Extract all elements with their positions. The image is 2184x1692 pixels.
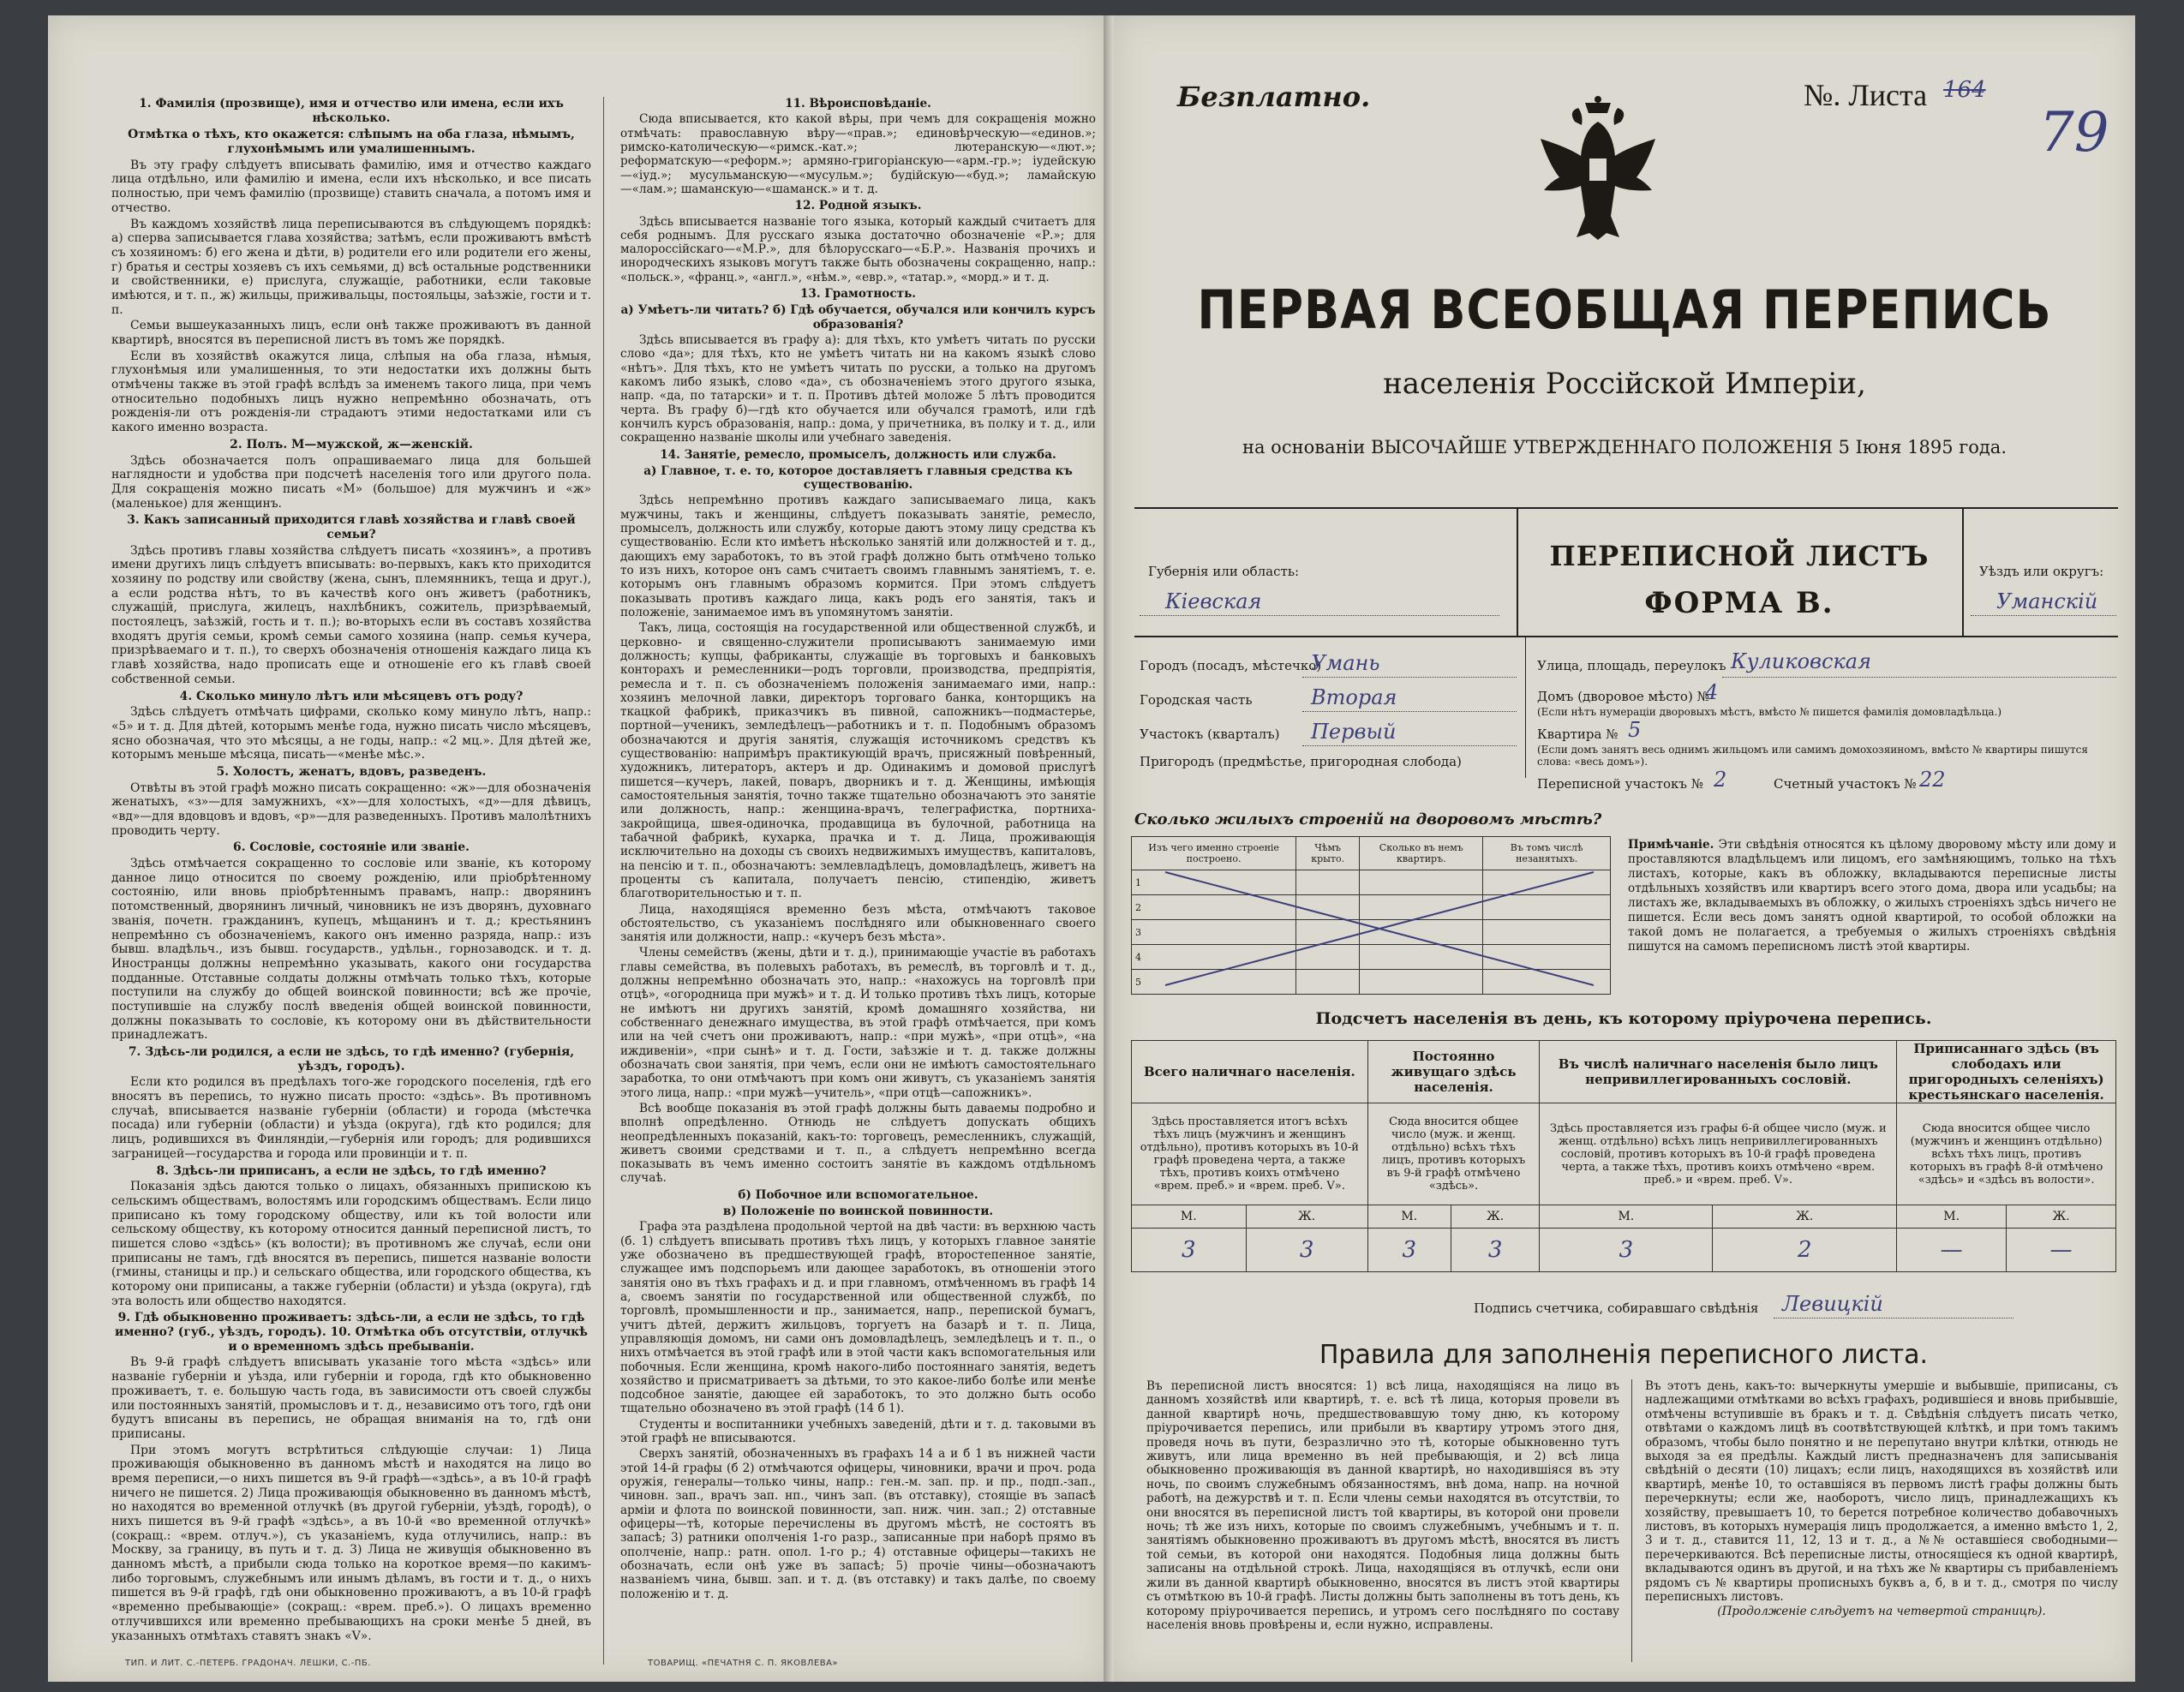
flat-value: 5: [1628, 718, 1642, 742]
instructions-column-a: [111, 94, 591, 1645]
instruction-paragraph: Всѣ вообще показанія въ этой графѣ должны быть даваемы подробно и вполнѣ опредѣленно. Отнюдь не слѣдуетъ допускать общихъ неопредѣленныхъ показаній, какъ-то: торговецъ, ремесленникъ, служащій, живетъ своими средствами и т. п., а слѣдуетъ непремѣнно всегда показывать въ чемъ именно состоитъ занятіе въ каждомъ отдѣльномъ случаѣ.: [620, 1101, 1096, 1186]
instructions-column-b: [620, 94, 1096, 1603]
section-heading: 5. Холостъ, женатъ, вдовъ, разведенъ.: [216, 764, 487, 779]
section-line: [1302, 745, 1517, 746]
section-heading: 1. Фамилія (прозвище), имя и отчество или имена, если ихъ нѣсколько.: [139, 97, 564, 125]
house-value: 4: [1705, 680, 1719, 704]
left-page: [48, 15, 1107, 1682]
instruction-paragraph: Показанія здѣсь даются только о лицахъ, обязанныхъ припискою къ сельскимъ обществамъ, волостямъ или городскимъ обществамъ. Если лицо приписано къ тому городскому обществу, или къ той волости или сельскому обществу, къ которому относится данный переписной листъ, то пишется слово «здѣсь» (къ волости); въ противномъ же случаѣ, если они приписаны не тамъ, гдѣ вносятся въ перепись, пишется названіе волости (гмины, станицы и пр.) и сельскаго общества, или городского общества, къ которому они приписаны, а также губерніи (области) и уѣзда (округа), гдѣ эта волость или общество находятся.: [111, 1180, 591, 1308]
section-heading: 2. Полъ. М—мужской, ж—женскій.: [230, 437, 473, 451]
signature-label: Подпись счетчика, собиравшаго свѣдѣнія: [1474, 1300, 1759, 1316]
sex-label: Ж.: [1451, 1205, 1539, 1229]
city-label: Городъ (посадъ, мѣстечко): [1140, 658, 1322, 673]
dwellings-header-flats: Сколько въ немъ квартиръ.: [1360, 837, 1483, 870]
row-number: 5: [1132, 970, 1296, 995]
sex-label: М.: [1367, 1205, 1451, 1229]
dwellings-header-roof: Чѣмъ крыто.: [1296, 837, 1360, 870]
population-table: [1131, 1040, 2116, 1272]
instruction-paragraph: Студенты и воспитанники учебныхъ заведеній, дѣти и т. д. таковыми въ этой графѣ не вписываются.: [620, 1417, 1096, 1446]
city-part-value: Вторая: [1311, 685, 1397, 709]
instruction-paragraph: Сюда вписывается, кто какой вѣры, при чемъ для сокращенія можно отмѣчать: православную вѣру—«прав.»; единовѣрческую—«единов.»; римско-католическую—«римск.-кат.»; лютеранскую—«лют.»; реформатскую—«реформ.»; армяно-григоріанскую—«арм.-гр.»; іудейскую—«іуд.»; мусульманскую—«мусульм.»; будійскую—«буд.»; ламайскую—«лам.»; шаманскую—«шаманск.» и т. д.: [620, 112, 1096, 196]
section-heading: 6. Сословіе, состояніе или званіе.: [233, 840, 470, 855]
street-value: Куликовская: [1731, 649, 1871, 673]
form-letter: ФОРМА В.: [1644, 586, 1834, 620]
section-heading: а) Главное, т. е. то, которое доставляетъ главныя средства къ существованію.: [643, 463, 1073, 493]
instruction-paragraph: Графа эта раздѣлена продольной чертой на двѣ части: въ верхнюю часть (б. 1) слѣдуетъ вписывать противъ тѣхъ лицъ, у которыхъ главное занятіе уже обозначено въ предшествующей графѣ, второстепенное занятіе, служащее имъ подспорьемъ или дающее заработокъ, въ отношеніи этого занятія оно въ тѣхъ графахъ и д. и при главномъ, отмѣченномъ въ графѣ 14 а, своемъ занятіи по государственной или общественной службѣ, по торговлѣ, промышленности и пр., занимается, напр., перепиской бумагъ, учитъ дѣтей, держитъ жильцовъ, торгуетъ на базарѣ и т. п. Лица, управляющія домомъ, ни сами онъ домовладѣлецъ, земледѣлецъ и т. п., о нихъ отмѣчается въ этой графѣ или в этой части какъ вспомогательныя или побочныя. Если женщина, кромѣ накого-либо постояннаго занятія, ведетъ хозяйство и присматриваетъ за дѣтьми, то это какое-либо болѣе или менѣе подсобное занятіе, дающее ей заработокъ, то это должно быть особо тщательно обозначено въ этой графѣ (14 б 1).: [620, 1220, 1096, 1416]
pop-desc-present: Здѣсь проставляется итогъ всѣхъ тѣхъ лицъ (мужчинъ и женщинъ отдѣльно), противъ которыхъ въ 10-й графѣ проведена черта, а также тѣхъ, противъ коихъ отмѣчено «врем. преб.» и «врем. преб. V».: [1132, 1103, 1368, 1205]
address-divider: [1525, 636, 1526, 778]
header-rule: [1134, 507, 2118, 509]
imperial-eagle-emblem: [1534, 96, 1662, 242]
row-number: 1: [1132, 870, 1296, 895]
section-heading: 3. Какъ записанный приходится главѣ хозяйства и главѣ своей семьи?: [127, 513, 576, 541]
signature-value: Левицкій: [1782, 1292, 1883, 1316]
instruction-paragraph: Въ эту графу слѣдуетъ вписывать фамилію, имя и отчество каждаго лица отдѣльно, или фамилію и имена, если ихъ нѣсколько, и все писать полностью, при чемъ фамилію (прозвище) ставить сначала, а потомъ имя и отчество.: [111, 158, 591, 215]
column-divider: [603, 97, 604, 1665]
sex-label: М.: [1897, 1205, 2007, 1229]
form-name: ПЕРЕПИСНОЙ ЛИСТЪ: [1549, 540, 1930, 572]
street-line: [1722, 677, 2116, 678]
pop-header-non-privileged: Въ числѣ наличнаго населенія было лицъ непривиллегированныхъ сословій.: [1540, 1041, 1897, 1103]
dwellings-note: [1628, 838, 2116, 954]
province-value: Кіевская: [1165, 589, 1262, 613]
right-page: [1114, 15, 2135, 1682]
rules-right-text: Въ этотъ день, какъ-то: вычеркнуты умершіе и выбывшіе, приписаны, съ надлежащими отмѣтками во всѣхъ графахъ, родившіеся и вновь прибывшіе, отмѣчены вступившіе въ бракъ и т. д. Свѣдѣнія слѣдуетъ писать четко, отвѣтами о каждомъ лицѣ въ соотвѣтствующей клѣткѣ, и при томъ такимъ образомъ, чтобы было понятно и не перепутано внутри клѣтки, отнюдь не выходя за ея предѣлы. Каждый листъ предназначенъ для записыванія свѣдѣній о десяти (10) лицахъ; если лицъ, находящихся въ хозяйствѣ или квартирѣ, менѣе 10, то оставшіяся въ первомъ листѣ графы должны быть перечеркнуты; если же, наоборотъ, число лицъ, принадлежащихъ къ хозяйству, превышаетъ 10, то берется потребное количество добавочныхъ листовъ, въ которыхъ нумерація лицъ продолжается, а именно вмѣсто 1, 2, 3 и т. д., ставится 11, 12, 13 и т. д., а №№ оставшіеся свободными—перечеркиваются. Всѣ переписные листы, относящіеся къ одной квартирѣ, вкладываются одинъ въ другой, и на тѣхъ же № квартиры съ прибавленіемъ рядомъ съ № квартиры прописныхъ буквъ а, б, в и т. д., смотря по числу переписныхъ листовъ.: [1645, 1379, 2118, 1605]
dwellings-header-vacant: Въ томъ числѣ незанятыхъ.: [1483, 837, 1611, 870]
sex-label: М.: [1132, 1205, 1247, 1229]
section-heading: 4. Сколько минуло лѣтъ или мѣсяцевъ отъ роду?: [179, 689, 524, 703]
instruction-paragraph: Сверхъ занятій, обозначенныхъ въ графахъ 14 а и б 1 въ нижней части этой 14-й графы (б 2) отмѣчаются офицеры, чиновники, врачи и проч. рода оружія, генералы—только чины, напр.: ген.-м. зап. пр. и пр., подп.-зап., чиновн. зап., врачъ зап. нп., чинъ зап. (въ отставку), стоящіе въ запасѣ арміи и флота по воинской повинности, зап. ниж. чин. зап.; 2) отставные офицеры—тѣ, которые перечислены въ другомъ мѣстѣ, не состоятъ въ запасѣ; 3) ратники ополченія 1-го разр., записанные при наборѣ прямо въ ополченіе, напр.: ратн. опол. 1-го р.; 4) отставные офицеры—такихъ не обозначать, если онѣ уже въ запасѣ; 5) прочіе чины—обозначаютъ названіемъ чина, бывш. зап. и т. д. (въ отставку) и такъ далѣе, по своему положенію и т. д.: [620, 1447, 1096, 1601]
pop-value: 3: [1451, 1229, 1539, 1272]
count-area-value: 22: [1919, 768, 1946, 792]
city-value: Умань: [1311, 651, 1380, 675]
sex-label: Ж.: [1246, 1205, 1367, 1229]
pop-header-present: Всего наличнаго населенія.: [1132, 1041, 1368, 1103]
dwellings-header-material: Изъ чего именно строеніе построено.: [1132, 837, 1296, 870]
instruction-paragraph: Здѣсь непремѣнно противъ каждаго записываемаго лица, какъ мужчины, такъ и женщины, слѣдуетъ показывать занятіе, ремесло, промыселъ, должность или службу, которые даютъ этому лицу средства къ существованію. Если кто имѣетъ нѣсколько занятій или должностей и т. д., дающихъ ему заработокъ, то въ этой графѣ должно быть отмѣчено только то изъ нихъ, которое онъ самъ считаетъ своимъ главнымъ занятіемъ, т. е. которымъ онъ главнымъ образомъ кормится. При этомъ слѣдуетъ показывать противъ каждаго лица, какъ родъ его занятія, такъ и положеніе, занимаемое имъ въ упомянутомъ занятіи.: [620, 493, 1096, 619]
instruction-paragraph: Если въ хозяйствѣ окажутся лица, слѣпыя на оба глаза, нѣмыя, глухонѣмыя или умалишенныя, то эти недостатки ихъ должны быть отмѣчены также въ этой графѣ вслѣдъ за именемъ такого лица, при чемъ относительно подобныхъ лицъ нужно непремѣнно обозначать, отъ рожденія-ли отъ рожденія-ли страдаютъ этими недостатками или съ какого именно возраста.: [111, 349, 591, 435]
city-part-label: Городская часть: [1140, 692, 1253, 708]
section-heading: а) Умѣетъ-ли читать? б) Гдѣ обучается, обучался или кончилъ курсъ образованія?: [620, 303, 1096, 332]
sheet-number-crossed: 164: [1943, 77, 1986, 103]
pop-value: 2: [1713, 1229, 1897, 1272]
census-subtitle: населенія Россійской Имперіи,: [1383, 367, 1866, 401]
sex-label: Ж.: [1713, 1205, 1897, 1229]
rules-title: Правила для заполненія переписного листа.: [1319, 1340, 1929, 1370]
section-heading: 14. Занятіе, ремесло, промыселъ, должность или служба.: [660, 447, 1056, 462]
instruction-paragraph: Лица, находящіяся временно безъ мѣста, отмѣчаютъ таковое обстоятельство, съ указаніемъ послѣдняго или обыкновеннаго своего занятія или должности, напр.: «кучеръ безъ мѣста».: [620, 902, 1096, 945]
dwellings-note-head: Примѣчаніе.: [1628, 838, 1714, 852]
pop-header-resident: Постоянно живущаго здѣсь населенія.: [1367, 1041, 1540, 1103]
rules-continued-note: (Продолженіе слѣдуетъ на четвертой страницѣ).: [1717, 1604, 2046, 1618]
pop-value: —: [1897, 1229, 2007, 1272]
section-value: Первый: [1311, 720, 1397, 744]
section-heading: Отмѣтка о тѣхъ, кто окажется: слѣпымъ на оба глаза, нѣмымъ, глухонѣмымъ или умалишеннымъ.: [128, 128, 575, 157]
pop-value: 3: [1540, 1229, 1713, 1272]
instruction-paragraph: Если кто родился въ предѣлахъ того-же городского поселенія, гдѣ его вносятъ въ перепись, то нужно писать просто: «здѣсь». Въ противномъ случаѣ, вписывается названіе губерніи (области) и города (мѣстечка посада) или губерніи (области) и уѣзда (округа), гдѣ кто родился; для лицъ, родившихся въ Финляндіи,—губернія или городъ; для родившихся заграницей—государства и города или провинціи и т. п.: [111, 1075, 591, 1161]
form-box-right-rule: [1962, 507, 1964, 636]
pop-desc-non-privileged: Здѣсь проставляется изъ графы 6-й общее число (муж. и женщ. отдѣльно) всѣхъ лицъ непривиллегированныхъ сословій, противъ которыхъ въ 10-й графѣ проведена черта, а также тѣхъ, противъ коихъ отмѣчено «врем. преб.» и «врем. преб. V».: [1540, 1103, 1897, 1205]
dwellings-question: Сколько жилыхъ строеній на дворовомъ мѣстѣ?: [1134, 810, 1602, 828]
dwellings-crossed-out: [1131, 869, 1611, 989]
district-line: [1971, 615, 2116, 616]
flat-note: (Если домъ занятъ весь однимъ жильцомъ или самимъ домохозяиномъ, вмѣсто № квартиры пишутся слова: «весь домъ»).: [1537, 744, 2088, 768]
pop-header-peasants: Приписаннаго здѣсь (въ слободахъ или пригородныхъ селеніяхъ) крестьянскаго населенія.: [1897, 1041, 2116, 1103]
sex-label: Ж.: [2007, 1205, 2116, 1229]
province-line: [1140, 615, 1499, 616]
census-area-value: 2: [1714, 768, 1727, 792]
pop-value: 3: [1132, 1229, 1247, 1272]
legal-basis-line: на основаніи ВЫСОЧАЙШЕ УТВЕРЖДЕННАГО ПОЛОЖЕНІЯ 5 Іюня 1895 года.: [1242, 437, 2007, 457]
instruction-paragraph: Такъ, лица, состоящія на государственной или общественной службѣ, и церковно- и священно-служители прописываютъ занимаемую ими должность; купцы, фабриканты, служащіе въ торговыхъ и банковыхъ конторахъ и ремесленники—родъ торговли, производства, предпріятія, ремесла и т. п. съ обозначеніемъ положенія занимаемаго ими, напр.: хозяинъ мелочной лавки, директоръ торговаго банка, конторщикъ на ткацкой фабрикѣ, приказчикъ въ пивной, сапожникъ—подмастерье, портной—ученикъ, земледѣлецъ—работникъ и т. п. Подобнымъ образомъ обозначаются и другія занятія, служащія источникомъ средствъ къ существованію: напримѣръ практикующій врачъ, присяжный повѣренный, художникъ, литераторъ, актеръ и др. Одинакимъ и домовой прислугѣ пишется—кучеръ, лакей, поваръ, дворникъ и т. д. Женщины, имѣющія самостоятельныя занятія, точно также тщательно обозначаютъ это занятіе или должность, напр.: женщина-врачъ, телеграфистка, портниха-закройщица, швея-одиночка, продавщица въ булочной, работница на табачной фабрикѣ, кухарка, прачка и т. д. Лица, проживающія исключительно на доходы съ своихъ недвижимыхъ имуществъ, капиталовъ, на пенсію и т. п., обозначаютъ: землевладѣлецъ, домовладѣлецъ, живетъ на проценты съ капитала, получаетъ пенсію, стипендію, живетъ благотворительностью и т. п.: [620, 621, 1096, 901]
instruction-paragraph: Отвѣты въ этой графѣ можно писать сокращенно: «ж»—для обозначенія женатыхъ, «з»—для замужнихъ, «х»—для холостыхъ, «д»—для дѣвицъ, «вд»—для вдовцовъ и вдовъ, «р»—для разведенныхъ. Противъ малолѣтнихъ проводить черту.: [111, 780, 591, 838]
section-label: Участокъ (кварталъ): [1140, 726, 1280, 742]
row-number: 2: [1132, 895, 1296, 920]
street-label: Улица, площадь, переулокъ: [1537, 658, 1726, 673]
section-heading: 13. Грамотность.: [799, 287, 917, 302]
address-rule: [1134, 636, 2118, 637]
row-number: 3: [1132, 920, 1296, 945]
sheet-number-handwritten: 79: [2039, 101, 2109, 164]
census-area-label: Переписной участокъ №: [1537, 776, 1703, 792]
free-label: Безплатно.: [1177, 81, 1371, 113]
census-title: ПЕРВАЯ ВСЕОБЩАЯ ПЕРЕПИСЬ: [1197, 278, 2052, 341]
instruction-paragraph: При этомъ могутъ встрѣтиться слѣдующіе случаи: 1) Лица проживающія обыкновенно въ данномъ мѣстѣ и находятся на лицо во время переписи,—о нихъ пишется въ 9-й графѣ—«здѣсь», а въ 10-й графѣ ничего не пишется. 2) Лица проживающія обыкновенно въ данномъ мѣстѣ, но находятся во временной отлучкѣ (въ другой губерніи, уѣздѣ, городѣ), о нихъ пишется въ 9-й графѣ «здѣсь», а въ 10-й «во временной отлучкѣ» (сокращ.: «врем. отлуч.»), съ указаніемъ, куда отлучились, напр.: въ Москву, за границу, въ путь и т. д. 3) Лица не живущія обыкновенно въ данномъ мѣстѣ, а прибыли сюда только на короткое время—по какимъ-либо торговымъ, служебнымъ или инымъ дѣламъ, въ гости и т. д., о нихъ пишется въ 9-й графѣ, гдѣ они обыкновенно проживаютъ, а въ 10-й графѣ «временно пребывающіе» (сокращ.: «врем. преб.»). О лицахъ временно отлучившихся или временно пребывающихъ на сроки менѣе 5 дней, въ указанныхъ отмѣтахъ ставятъ знакъ «V».: [111, 1443, 591, 1643]
instruction-paragraph: Здѣсь слѣдуетъ отмѣчать цифрами, сколько кому минуло лѣтъ, напр.: «5» и т. д. Для дѣтей, которымъ менѣе года, нужно писать число мѣсяцевъ, ясно обозначая, что это мѣсяцы, а не годы, напр.: «2 мц.». Для дѣтей же, которымъ меньше мѣсяца, писать—«менѣе мѣс.».: [111, 705, 591, 762]
district-value: Уманскій: [1996, 589, 2098, 613]
section-heading: 8. Здѣсь-ли приписанъ, а если не здѣсь, то гдѣ именно?: [156, 1163, 547, 1178]
section-heading: в) Положеніе по воинской повинности.: [722, 1205, 994, 1219]
section-heading: 12. Родной языкъ.: [794, 199, 922, 213]
province-label: Губернія или область:: [1148, 564, 1300, 579]
rules-text-right: [1645, 1379, 2118, 1618]
instruction-paragraph: Въ 9-й графѣ слѣдуетъ вписывать указаніе того мѣста «здѣсь» или названіе губерніи и уѣзда, или губерніи и города, гдѣ кто обыкновенно проживаетъ, т. е. большую часть года, въ зависимости отъ своей службы или постоянныхъ занятій, промысловъ и т. д., независимо отъ того, гдѣ они будутъ вписаны въ перепись, не обращая вниманія на то, гдѣ они приписаны.: [111, 1355, 591, 1441]
flat-label: Квартира №: [1537, 726, 1619, 742]
row-number: 4: [1132, 945, 1296, 970]
instruction-paragraph: Въ каждомъ хозяйствѣ лица переписываются въ слѣдующемъ порядкѣ: а) сперва записывается глава хозяйства; затѣмъ, если проживаютъ вмѣстѣ съ хозяиномъ: б) его жена и дѣти, в) родители его или родители его жены, г) братья и сестры хозяевъ съ ихъ семьями, д) всѣ остальные родственники и свойственники, е) прислуга, служащіе, работники, если таковые имѣются, и т. п., ж) жильцы, приживальцы, постояльцы, заѣзжіе, гости и т. п.: [111, 217, 591, 317]
section-heading: 11. Вѣроисповѣданіе.: [785, 97, 931, 111]
dwellings-note-text: Эти свѣдѣнія относятся къ цѣлому дворовому мѣсту или дому и проставляются владѣльцемъ или лицомъ, его замѣняющимъ, только на тѣхъ листахъ, которые, какъ въ обложку, вкладываются переписные листы отдѣльныхъ хозяйствъ или квартиръ всего этого дома, двора или усадьбы; на листахъ же, вкладываемыхъ въ обложку, о жилыхъ строеніяхъ здѣсь ничего не пишется. Если весь домъ занятъ одной квартирой, то особой обложки на такой домъ не полагается, а требуемыя о жилыхъ строеніяхъ свѣдѣнія пишутся на самомъ переписномъ листѣ этой квартиры.: [1628, 838, 2116, 954]
city-line: [1302, 677, 1517, 678]
suburb-label: Пригородъ (предмѣстье, пригородная слобода): [1140, 754, 1462, 769]
district-label: Уѣздъ или округъ:: [1979, 564, 2104, 579]
section-heading: 9. Гдѣ обыкновенно проживаетъ: здѣсь-ли, а если не здѣсь, то гдѣ именно? (губ., уѣздъ, городъ). 10. Отмѣтка объ отсутствіи, отлучкѣ и о временномъ здѣсь пребываніи.: [115, 1311, 588, 1354]
section-heading: 7. Здѣсь-ли родился, а если не здѣсь, то гдѣ именно? (губернія, уѣздъ, городъ).: [128, 1045, 575, 1073]
instruction-paragraph: Члены семействъ (жены, дѣти и т. д.), принимающіе участіе въ работахъ главы семейства, въ полевыхъ работахъ, въ ремеслѣ, въ торговлѣ и т. д., должны непремѣнно обозначать это, напр.: «нахожусь на торговлѣ при отцѣ», «огородница при мужѣ» и т. д. И только противъ тѣхъ лицъ, которые не имѣютъ ни другихъ занятій, кромѣ домашняго хозяйства, ни собственнаго денежнаго имущества, въ этой графѣ отмѣчается, при комъ или на чей счетъ они проживаютъ, напр.: «при мужѣ», «при отцѣ», «на иждивеніи», «при сынѣ» и т. д. Гости, заѣзжіе и т. д. также должны обозначать свои занятія, при чемъ, если они не имѣютъ самостоятельнаго заработка, то они отмѣчаютъ при комъ они живутъ, съ указаніемъ занятія этого лица, напр.: «при мужѣ—учитель», «при отцѣ—сапожникъ».: [620, 946, 1096, 1100]
population-count-title: Подсчетъ населенія въ день, къ которому пріурочена перепись.: [1315, 1009, 1932, 1028]
instruction-paragraph: Здѣсь вписывается въ графу а): для тѣхъ, кто умѣетъ читать по русски слово «да»; для тѣхъ, кто не умѣетъ читать ни на какомъ языкѣ слово «нѣтъ». Для тѣхъ, кто не умѣетъ читать по русски, а только на другомъ какомъ либо языкѣ, слово «да», съ обозначеніемъ этого другого языка, напр. «да, по татарски» и т. п. Противъ дѣтей моложе 5 лѣтъ проводится черта. Въ графу б)—гдѣ кто обучается или обучался грамотѣ, или гдѣ кончилъ курсъ образованія, напр.: дома, у причетника, въ полку и т. д., или сокращенно названіе школы или учебнаго заведенія.: [620, 333, 1096, 445]
pop-value: —: [2007, 1229, 2116, 1272]
instruction-paragraph: Здѣсь противъ главы хозяйства слѣдуетъ писать «хозяинъ», а противъ имени другихъ лицъ слѣдуетъ вписывать: во-первыхъ, какъ кто приходится хозяину по родству или свойству (жена, сынъ, племянникъ, теща и друг.), а если родства нѣтъ, то въ качествѣ кого онъ живетъ (работникъ, служащій, прислуга, жилецъ, нахлѣбникъ, сожитель, призрѣваемый, постоялецъ, заѣзжій, гость и т. п.); во-вторыхъ если въ составъ хозяйства входятъ другія семьи, кромѣ семьи самого хозяина (напр. семья кучера, призрѣваемаго и т. п.), то сверхъ обозначенія отношенія каждаго лица къ главѣ хозяйства, надо прописать еще и отношеніе его къ главѣ своей собственной семьи.: [111, 543, 591, 686]
rules-divider: [1631, 1379, 1632, 1662]
instruction-paragraph: Здѣсь обозначается полъ опрашиваемаго лица для большей наглядности и удобства при подсчетѣ населенія того или другого пола. Для сокращенія можно писать «М» (большое) для мужчинъ и «ж» (маленькое) для женщинъ.: [111, 453, 591, 511]
form-box-left-rule: [1517, 507, 1518, 636]
printer-imprint-b: ТОВАРИЩ. «ПЕЧАТНЯ С. П. ЯКОВЛЕВА»: [648, 1659, 839, 1668]
instruction-paragraph: Здѣсь отмѣчается сокращенно то сословіе или званіе, къ которому данное лицо относится по своему рожденію, или пріобрѣтенному состоянію, или вновь пріобрѣтеннымъ правамъ, напр.: дворянинъ потомственный, дворянинъ личный, чиновникъ не изъ дворянъ, духовнаго званія, почетн. гражданинъ, купецъ, мѣщанинъ и т. д.; крестьянинъ непремѣнно съ обозначеніемъ, какого онъ именно разряда, напр.: изъ бывш. владѣльч., изъ бывш. государств., удѣльн., горнозаводск. и т. д. Иностранцы должны непремѣнно указывать, какого они государства подданные. Отставные солдаты должны отмѣчать только тѣхъ, которые поступили на службу до общей воинской повинности; всѣ же прочіе, поступившіе на службу послѣ введенія общей воинской повинности, должны показывать то сословіе, къ которому они въ дѣйствительности принадлежатъ.: [111, 857, 591, 1043]
house-label: Домъ (дворовое мѣсто) №: [1537, 689, 1709, 704]
instruction-paragraph: Здѣсь вписывается названіе того языка, который каждый считаетъ для себя роднымъ. Для русскаго языка достаточно обозначеніе «Р.»; для малороссійскаго—«М.Р.», для бѣлорусскаго—«Б.Р.». Названія прочихъ и инородческихъ языковъ могутъ также быть обозначены сокращенно, напр.: «польск.», «франц.», «англ.», «нѣм.», «евр.», «татар.», «морд.» и т. д.: [620, 214, 1096, 284]
count-area-label: Счетный участокъ №: [1774, 776, 1917, 792]
printer-imprint-a: ТИП. И ЛИТ. С.-ПЕТЕРБ. ГРАДОНАЧ. ЛЕШКИ, С.-ПБ.: [125, 1659, 371, 1668]
section-heading: б) Побочное или вспомогательное.: [738, 1187, 978, 1202]
instruction-paragraph: Семьи вышеуказанныхъ лицъ, если онѣ также проживаютъ въ данной квартирѣ, вносятся въ переписной листъ въ томъ же порядкѣ.: [111, 319, 591, 347]
city-part-line: [1302, 711, 1517, 712]
house-note: (Если нѣтъ нумераціи дворовыхъ мѣстъ, вмѣсто № пишется фамилія домовладѣльца.): [1537, 706, 2002, 718]
rules-text-left: Въ переписной листъ вносятся: 1) всѣ лица, находящіяся на лицо въ данномъ хозяйствѣ или квартирѣ, т. е. всѣ тѣ лица, которыя провели въ данной квартирѣ ночь, предшествовавшую тому дню, къ которому пріурочивается перепись, или прибыли въ квартиру утромъ этого дня, проведя ночь въ пути, безразлично это тѣ, которые обыкновенно тутъ живутъ, или лица временно въ ней пребывающія, и 2) всѣ лица обыкновенно проживающія въ данной квартирѣ, но находившіяся въ эту ночь, по своимъ служебнымъ обязанностямъ, внѣ дома, напр. на ночной работѣ, на дежурствѣ и т. п. Если члены семьи находятся въ отсутствіи, то они вносятся въ переписной листъ той квартиры, въ которой они провели ночь; тѣ же изъ нихъ, которые по своимъ служебнымъ, учебнымъ и т. п. занятіямъ обыкновенно проживаютъ въ другомъ мѣстѣ, вносятся въ листъ той семьи, въ которой они находятся. Подобныя лица должны быть записаны на отдѣльной строкѣ. Лица, находящіяся въ отлучкѣ, если они жили въ данной квартирѣ обыкновенно, вносятся въ листъ этой квартиры съ отмѣткою въ 10-й графѣ. Листы должны быть заполнены въ тотъ день, къ которому пріурочивается перепись, и утромъ сего послѣдняго по составу населенія вновь провѣрены и, если нужно, исправлены.: [1146, 1379, 1619, 1632]
sex-label: М.: [1540, 1205, 1713, 1229]
pop-desc-resident: Сюда вносится общее число (муж. и женщ. отдѣльно) всѣхъ тѣхъ лицъ, противъ которыхъ въ 9-й графѣ отмѣчено «здѣсь».: [1367, 1103, 1540, 1205]
pop-desc-peasants: Сюда вносится общее число (мужчинъ и женщинъ отдѣльно) всѣхъ тѣхъ лицъ, противъ которыхъ въ графѣ 8-й отмѣчено «здѣсь» и «здѣсь въ волости».: [1897, 1103, 2116, 1205]
sheet-number-label: №. Листа: [1804, 78, 1928, 112]
pop-value: 3: [1367, 1229, 1451, 1272]
pop-value: 3: [1246, 1229, 1367, 1272]
